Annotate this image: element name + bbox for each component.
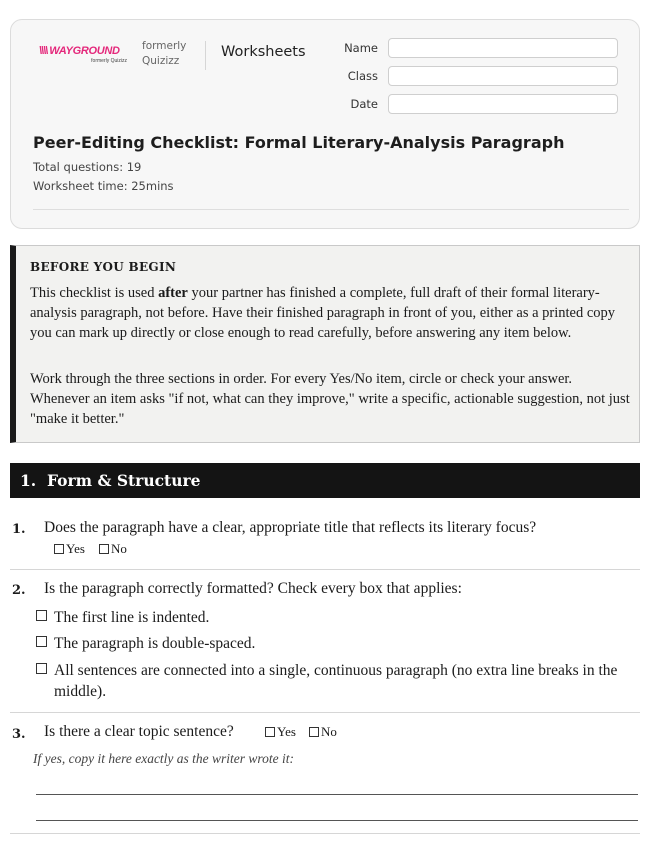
- header-divider: [205, 41, 206, 70]
- total-questions: Total questions: 19: [33, 160, 142, 174]
- intro-paragraph-2: Work through the three sections in order. For every Yes/No item, circle or check your answer. Whenever an item asks "if not, what can they improve," write a specific, actionable suggestion, not just "make it better.": [30, 371, 630, 427]
- checkbox-icon: [99, 544, 109, 554]
- checkbox-icon: [309, 727, 319, 737]
- wayground-logo: \\\\ WAYGROUND formerly Quizizz: [39, 45, 127, 64]
- question-number: 2.: [12, 583, 26, 598]
- worksheet-header: [10, 19, 640, 229]
- date-label: Date: [350, 97, 378, 111]
- question-divider: [10, 712, 640, 713]
- question-number: 3.: [12, 727, 26, 742]
- intro-heading: BEFORE YOU BEGIN: [30, 260, 177, 274]
- answer-line[interactable]: [36, 794, 638, 795]
- answer-line[interactable]: [36, 820, 638, 821]
- formerly-quizizz: formerly Quizizz: [142, 40, 187, 67]
- section-header: [10, 463, 640, 498]
- yes-option[interactable]: Yes: [54, 541, 85, 557]
- answer-hint: If yes, copy it here exactly as the writer wrote it:: [33, 751, 295, 766]
- question-number: 1.: [12, 522, 26, 537]
- no-option[interactable]: No: [99, 541, 127, 557]
- checkbox-icon[interactable]: [36, 663, 47, 674]
- worksheet-title: Peer-Editing Checklist: Formal Literary-Analysis Paragraph: [33, 133, 565, 152]
- intro-paragraph-1: This checklist is used after your partner has finished a complete, full draft of their formal literary-analysis paragraph, not before. Have their finished paragraph in front of you, either as a printed copy you can mark up directly or close enough to read carefully, before answering any item below.: [30, 285, 616, 341]
- header-divider-line: [33, 209, 629, 210]
- class-label: Class: [347, 69, 378, 83]
- section-title: 1. Form & Structure: [20, 471, 201, 490]
- worksheets-label: Worksheets: [221, 44, 306, 60]
- checkbox-icon[interactable]: [36, 610, 47, 621]
- question-divider: [10, 569, 640, 570]
- yes-option[interactable]: Yes: [265, 724, 296, 740]
- worksheet-time: Worksheet time: 25mins: [33, 179, 174, 193]
- before-you-begin-box: [10, 245, 640, 443]
- class-field[interactable]: [388, 66, 618, 86]
- name-label: Name: [344, 41, 378, 55]
- question-text: Is the paragraph correctly formatted? Check every box that applies:: [44, 580, 462, 597]
- date-field[interactable]: [388, 94, 618, 114]
- question-divider: [10, 833, 640, 834]
- name-field[interactable]: [388, 38, 618, 58]
- question-text: Is there a clear topic sentence?: [44, 723, 234, 740]
- checkbox-icon: [265, 727, 275, 737]
- checkbox-icon: [54, 544, 64, 554]
- no-option[interactable]: No: [309, 724, 337, 740]
- checkbox-icon[interactable]: [36, 636, 47, 647]
- question-text: Does the paragraph have a clear, appropriate title that reflects its literary focus?: [44, 519, 537, 536]
